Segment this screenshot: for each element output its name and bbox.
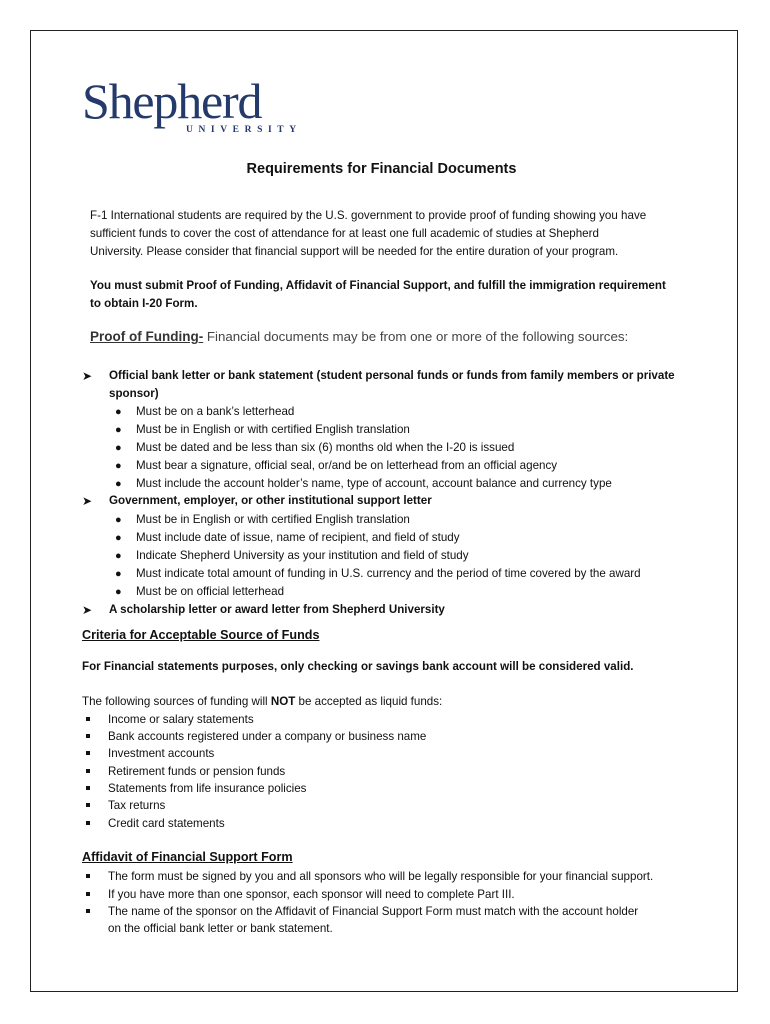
dot-bullet-icon: ● bbox=[115, 406, 122, 418]
square-bullet-icon bbox=[86, 803, 90, 807]
square-bullet-icon bbox=[86, 751, 90, 755]
square-bullet-icon bbox=[86, 717, 90, 721]
source-item bbox=[82, 492, 702, 510]
dot-bullet-icon: ● bbox=[115, 424, 122, 436]
dot-bullet-icon: ● bbox=[115, 586, 122, 598]
proof-of-funding-heading bbox=[90, 329, 628, 344]
square-bullet-icon bbox=[86, 909, 90, 913]
requirement-line: You must submit Proof of Funding, Affidavit of Financial Support, and fulfill the immigration requirement bbox=[90, 279, 666, 292]
submission-requirement bbox=[90, 277, 700, 313]
intro-line: sufficient funds to cover the cost of attendance for at least one full academic of studies at Shepherd bbox=[90, 227, 599, 240]
page-title: Requirements for Financial Documents bbox=[246, 161, 517, 177]
dot-bullet-icon: ● bbox=[115, 550, 122, 562]
logo-subtitle: UNIVERSITY bbox=[186, 125, 302, 135]
criteria-heading: Criteria for Acceptable Source of Funds bbox=[82, 628, 320, 642]
intro-line: University. Please consider that financial support will be needed for the entire duration of your program. bbox=[90, 245, 619, 258]
requirement-line: to obtain I-20 Form. bbox=[90, 297, 198, 310]
square-bullet-icon bbox=[86, 874, 90, 878]
dot-bullet-icon: ● bbox=[115, 514, 122, 526]
source-label: Official bank letter or bank statement (student personal funds or funds from family members or private sponsor) bbox=[109, 369, 675, 400]
dot-bullet-icon: ● bbox=[115, 460, 122, 472]
criteria-statement: For Financial statements purposes, only checking or savings bank account will be considered valid. bbox=[82, 660, 634, 673]
dot-bullet-icon: ● bbox=[115, 568, 122, 580]
arrow-bullet-icon: ➤ bbox=[82, 494, 93, 508]
dot-bullet-icon: ● bbox=[115, 478, 122, 490]
shepherd-university-logo bbox=[82, 73, 302, 142]
square-bullet-icon bbox=[86, 786, 90, 790]
arrow-bullet-icon: ➤ bbox=[82, 369, 93, 383]
intro-paragraph bbox=[90, 207, 700, 261]
affidavit-heading: Affidavit of Financial Support Form bbox=[82, 850, 293, 864]
logo-wordmark: Shepherd bbox=[82, 73, 262, 129]
square-bullet-icon bbox=[86, 769, 90, 773]
arrow-bullet-icon: ➤ bbox=[82, 603, 93, 617]
proof-of-funding-label: Proof of Funding- bbox=[90, 329, 204, 344]
proof-of-funding-description: Financial documents may be from one or more of the following sources: bbox=[203, 329, 629, 344]
source-label: A scholarship letter or award letter from Shepherd University bbox=[109, 603, 445, 616]
square-bullet-icon bbox=[86, 734, 90, 738]
intro-line: F-1 International students are required by the U.S. government to provide proof of funding showing you have bbox=[90, 209, 647, 222]
not-accepted-intro: The following sources of funding will NOT be accepted as liquid funds: bbox=[82, 695, 443, 708]
square-bullet-icon bbox=[86, 892, 90, 896]
square-bullet-icon bbox=[86, 821, 90, 825]
source-label: Government, employer, or other institutional support letter bbox=[109, 494, 432, 507]
dot-bullet-icon: ● bbox=[115, 442, 122, 454]
dot-bullet-icon: ● bbox=[115, 532, 122, 544]
source-item bbox=[82, 367, 702, 403]
source-item bbox=[82, 601, 702, 619]
